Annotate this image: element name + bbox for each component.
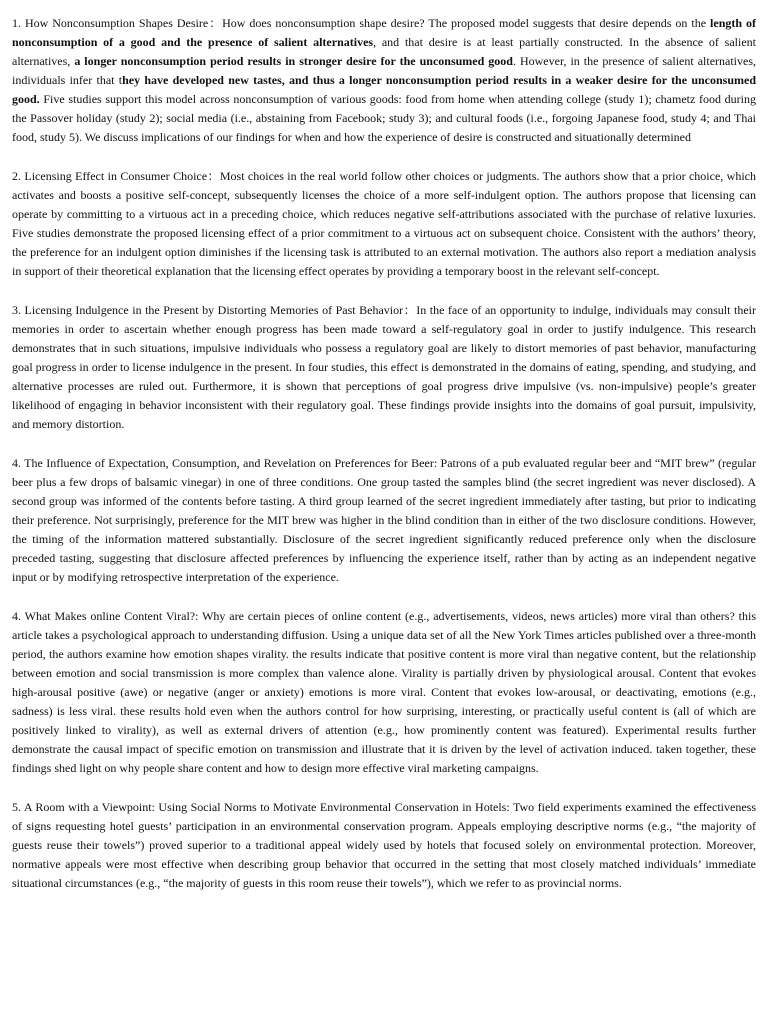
abstract-paragraph-4 (12, 454, 756, 587)
abstract-paragraph-1 (12, 14, 756, 147)
text-segment: 1. How Nonconsumption Shapes Desire：How does nonconsumption shape desire? The proposed model suggests that desire depends on the (12, 16, 711, 30)
bold-segment: a longer nonconsumption period results in stronger desire for the unconsumed good (74, 54, 513, 68)
text-segment: . However, in the presence of salient alternatives, individuals infer that t (12, 54, 757, 87)
text-segment: 4. What Makes online Content Viral?: Why are certain pieces of online content (e.g., advertisements, videos, news articles) more viral than others? this article takes a psychological approach to understanding diffusion. Using a unique data set of all the New York Times articles published over a three-month period, the authors examine how emotion shapes virality. the results indicate that positive content is more viral than negative content, but the relationship between emotion and social transmission is more complex than valence alone. Virality is partially driven by physiological arousal. Content that evokes high-arousal positive (awe) or negative (anger or anxiety) emotions is more viral. Content that evokes low-arousal, or deactivating, emotions (e.g., sadness) is less viral. these results hold even when the authors control for how surprising, interesting, or practically useful content is (all of which are positively linked to virality), as well as external drivers of attention (e.g., how prominently content was featured). Experimental results further demonstrate the causal impact of specific emotion on transmission and illustrate that it is driven by the level of activation induced. taken together, these findings shed light on why people share content and how to design more effective viral marketing campaigns. (12, 609, 756, 775)
abstract-paragraph-5 (12, 607, 756, 778)
text-segment: , and that desire is at least partially constructed. In the absence of salient alternatives, (12, 35, 756, 68)
abstract-paragraph-6 (12, 798, 756, 893)
bold-segment: length of nonconsumption of a good and the presence of salient alternatives (12, 16, 756, 49)
bold-segment: hey have developed new tastes, and thus a longer nonconsumption period results in a weaker desire for the unconsumed good. (12, 73, 757, 106)
text-segment: 3. Licensing Indulgence in the Present by Distorting Memories of Past Behavior：In the face of an opportunity to indulge, individuals may consult their memories in order to ascertain whether enough progress has been made toward a self-regulatory goal in order to justify indulgence. This research demonstrates that in such situations, impulsive individuals who possess a regulatory goal are likely to distort memories of past behavior, manufacturing goal progress in order to license indulgence in the present. In four studies, this effect is demonstrated in the domains of eating, spending, and studying, and alternative processes are ruled out. Furthermore, it is shown that perceptions of goal progress drive impulsive (vs. non-impulsive) people’s greater likelihood of engaging in behavior inconsistent with their regulatory goal. These findings provide insights into the domains of goal pursuit, impulsivity, and memory distortion. (12, 303, 756, 431)
text-segment: 2. Licensing Effect in Consumer Choice：Most choices in the real world follow other choices or judgments. The authors show that a prior choice, which activates and boosts a positive self-concept, subsequently licenses the choice of a more self-indulgent option. The authors propose that licensing can operate by committing to a virtuous act in a preceding choice, which reduces negative self-attributions associated with the purchase of relative luxuries. Five studies demonstrate the proposed licensing effect of a prior commitment to a virtuous act on subsequent choice. Consistent with the authors’ theory, the preference for an indulgent option diminishes if the licensing task is attributed to an external motivation. The authors also report a mediation analysis in support of their theoretical explanation that the licensing effect operates by providing a temporary boost in the relevant self-concept. (12, 169, 756, 278)
text-segment: 5. A Room with a Viewpoint: Using Social Norms to Motivate Environmental Conservation in Hotels: Two field experiments examined the effectiveness of signs requesting hotel guests’ participation in an environmental conservation program. Appeals employing descriptive norms (e.g., “the majority of guests reuse their towels”) proved superior to a traditional appeal widely used by hotels that focused solely on environmental protection. Moreover, normative appeals were most effective when describing group behavior that occurred in the setting that most closely matched individuals’ immediate situational circumstances (e.g., “the majority of guests in this room reuse their towels”), which we refer to as provincial norms. (12, 800, 756, 890)
abstract-paragraph-2 (12, 167, 756, 281)
text-segment: Five studies support this model across nonconsumption of various goods: food from home when attending college (study 1); chametz food during the Passover holiday (study 2); social media (i.e., abstaining from Facebook; study 3); and cultural foods (i.e., forgoing Japanese food, study 4; and Thai food, study 5). We discuss implications of our findings for when and how the experience of desire is constructed and situationally determined (12, 92, 756, 144)
text-segment: 4. The Influence of Expectation, Consumption, and Revelation on Preferences for Beer: Patrons of a pub evaluated regular beer and “MIT brew” (regular beer plus a few drops of balsamic vinegar) in one of three conditions. One group tasted the samples blind (the secret ingredient was never disclosed). A second group was informed of the contents before tasting. A third group learned of the secret ingredient immediately after tasting, but prior to indicating their preference. Not surprisingly, preference for the MIT brew was higher in the blind condition than in either of the two disclosure conditions. However, the timing of the information mattered substantially. Disclosure of the secret ingredient significantly reduced preference only when the disclosure preceded tasting, suggesting that disclosure affected preferences by influencing the experience itself, rather than by acting as an independent negative input or by modifying retrospective interpretation of the experience. (12, 456, 756, 584)
abstract-paragraph-3 (12, 301, 756, 434)
